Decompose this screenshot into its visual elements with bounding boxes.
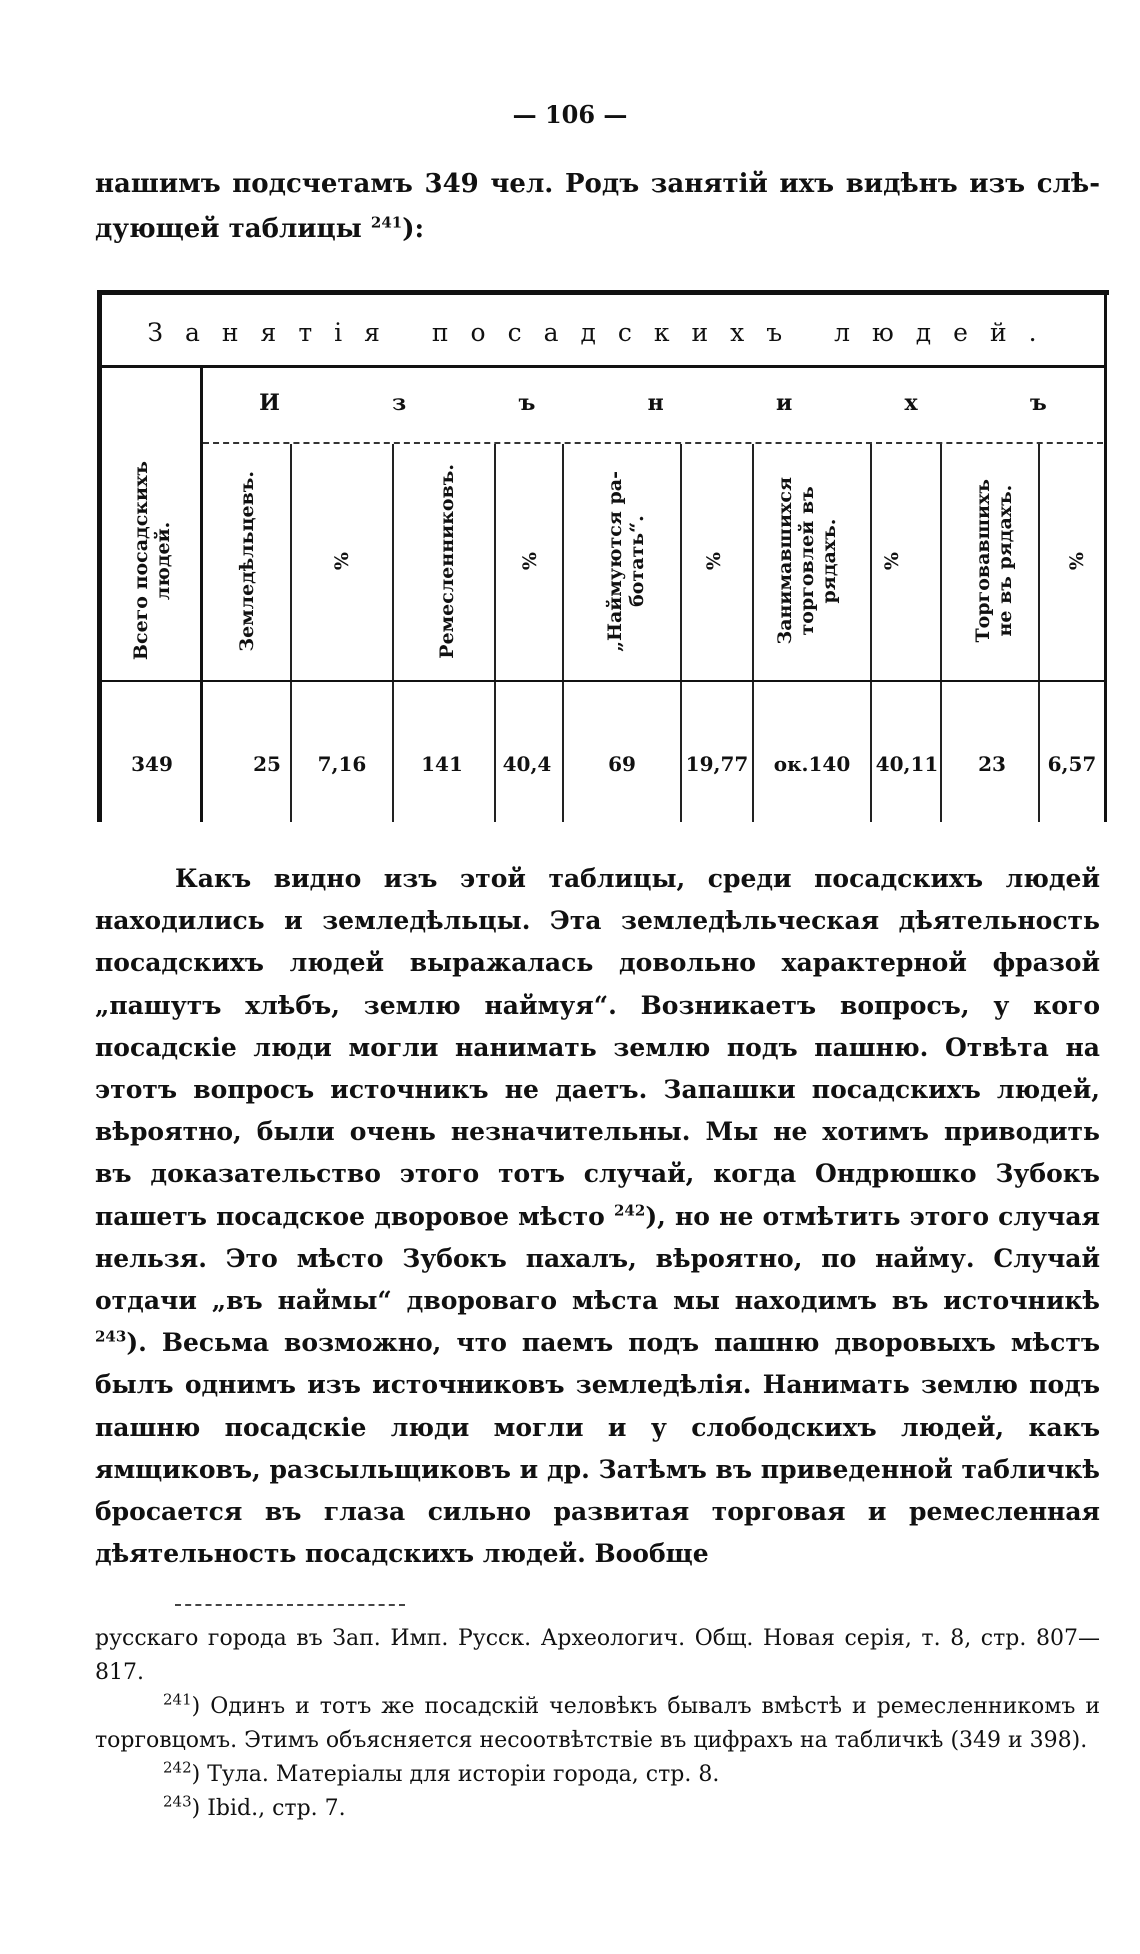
table-top-rule [97, 290, 1109, 295]
table-cell: ок.140 [773, 752, 851, 776]
column-divider [392, 444, 394, 822]
table-cell: 141 [421, 752, 463, 776]
header-other-traders-text: Торговавшихъ не въ рядахъ. [972, 479, 1016, 643]
footnote-text: ) Тула. Матеріалы для исторіи города, стр. 8. [191, 1762, 720, 1787]
table-cell: 6,57 [1047, 752, 1097, 776]
header-total-text: Всего посадскихъ людей. [130, 461, 174, 661]
footnote-continuation: русскаго города въ Зап. Имп. Русск. Археологич. Общ. Новая серія, т. 8, стр. 807—817. [95, 1626, 1100, 1685]
footnote-text: ) Одинъ и тотъ же посадскій человѣкъ бывалъ вмѣстѣ и ремесленникомъ и торговцомъ. Этимъ объясняется несоотвѣтствіе въ цифрахъ на табличкѣ (349 и 398). [95, 1694, 1100, 1753]
header-percent-text: % [331, 551, 353, 571]
table-cell: 23 [978, 752, 1006, 776]
subheader-letter: и [775, 390, 793, 416]
table-cell: 69 [608, 752, 636, 776]
footnote-ref-242: 242 [614, 1201, 646, 1220]
header-percent-text: % [1066, 551, 1088, 571]
header-percent [862, 450, 922, 672]
subheader-letter: х [904, 390, 918, 416]
header-percent [312, 450, 372, 672]
intro-line-2-end: ): [402, 214, 425, 244]
body-text-part-3: ). Весьма возможно, что паемъ подъ пашню дворовыхъ мѣстъ былъ однимъ изъ источниковъ земледѣлія. Нанимать землю подъ пашню посадскіе люди могли и у слободскихъ людей, какъ ямщиковъ, разсыльщиковъ и др. Затѣмъ въ приведенной табличкѣ бросается въ глаза сильно развитая торговая и ремесленная дѣятельность посадскихъ людей. Вообще [95, 1328, 1100, 1569]
footnote-241 [95, 1690, 1100, 1758]
header-total [122, 450, 182, 672]
header-percent-text: % [519, 551, 541, 571]
table-cell: 349 [131, 752, 173, 776]
header-percent-text: % [881, 551, 903, 571]
header-percent [684, 450, 744, 672]
table-cell: 40,4 [502, 752, 552, 776]
subheader-letter: з [392, 390, 407, 416]
footnote-ref-243: 243 [95, 1327, 127, 1346]
header-craftsmen-text: Ремесленниковъ. [436, 463, 458, 659]
occupations-table [97, 290, 1107, 822]
body-paragraph [95, 858, 1100, 1575]
footnote-number: 241 [163, 1690, 192, 1709]
subheader-letter: н [647, 390, 664, 416]
header-hired [596, 450, 656, 672]
table-title-rule [102, 365, 1104, 368]
intro-text [95, 162, 1100, 252]
header-farmers-text: Земледѣльцевъ. [236, 470, 258, 652]
footnotes [95, 1622, 1100, 1826]
table-cell: 25 [253, 752, 281, 776]
table-cell: 19,77 [685, 752, 749, 776]
footnote-text: ) Ibid., стр. 7. [191, 1796, 346, 1821]
intro-line-2 [95, 207, 1100, 252]
header-row-traders [774, 450, 840, 672]
header-farmers [217, 450, 277, 672]
header-other-traders [964, 450, 1024, 672]
subheader-letter: ъ [518, 390, 536, 416]
footnote-separator [175, 1604, 405, 1606]
footnote-243 [95, 1792, 1100, 1826]
body-text-part-2: ), но не отмѣтить этого случая нельзя. Это мѣсто Зубокъ пахалъ, вѣроятно, по найму. Случай отдачи „въ наймы“ двороваго мѣста мы находимъ въ источникѣ [95, 1201, 1100, 1316]
header-row-traders-text: Занимавшихся торговлей въ рядахъ. [774, 477, 840, 645]
intro-line-1: нашимъ подсчетамъ 349 чел. Родъ занятій ихъ видѣнъ изъ слѣ- [95, 169, 1100, 199]
footnote-number: 243 [163, 1792, 192, 1811]
body-text-part-1: Какъ видно изъ этой таблицы, среди посадскихъ людей находились и земледѣльцы. Эта земледѣльческая дѣятельность посадскихъ людей выражалась довольно характерной фразой „пашутъ хлѣбъ, землю наймуя“. Возникаетъ вопросъ, у кого посадскіе люди могли нанимать землю подъ пашню. Отвѣта на этотъ вопросъ источникъ не даетъ. Запашки посадскихъ людей, вѣроятно, были очень незначительны. Мы не хотимъ приводить въ доказательство этого тотъ случай, когда Ондрюшко Зубокъ пашетъ посадское дворовое мѣсто [95, 864, 1100, 1231]
footnote-242 [95, 1758, 1100, 1792]
footnote-number: 242 [163, 1758, 192, 1777]
footnote-ref-241: 241 [370, 213, 403, 232]
header-hired-text: „Наймуются ра- ботать“. [604, 470, 648, 652]
header-craftsmen [417, 450, 477, 672]
header-percent-text: % [703, 551, 725, 571]
header-percent [500, 450, 560, 672]
subheader-letter: ъ [1029, 390, 1047, 416]
table-subheader [203, 390, 1103, 416]
table-cell: 40,11 [875, 752, 939, 776]
header-bottom-rule [102, 680, 1104, 682]
table-cell: 7,16 [317, 752, 367, 776]
intro-line-2-text: дующей таблицы [95, 214, 371, 244]
header-percent [1047, 450, 1107, 672]
page-number: — 106 — [512, 100, 628, 129]
table-title: Занятія посадскихъ людей. [147, 318, 1059, 347]
subheader-letter: И [259, 390, 280, 416]
